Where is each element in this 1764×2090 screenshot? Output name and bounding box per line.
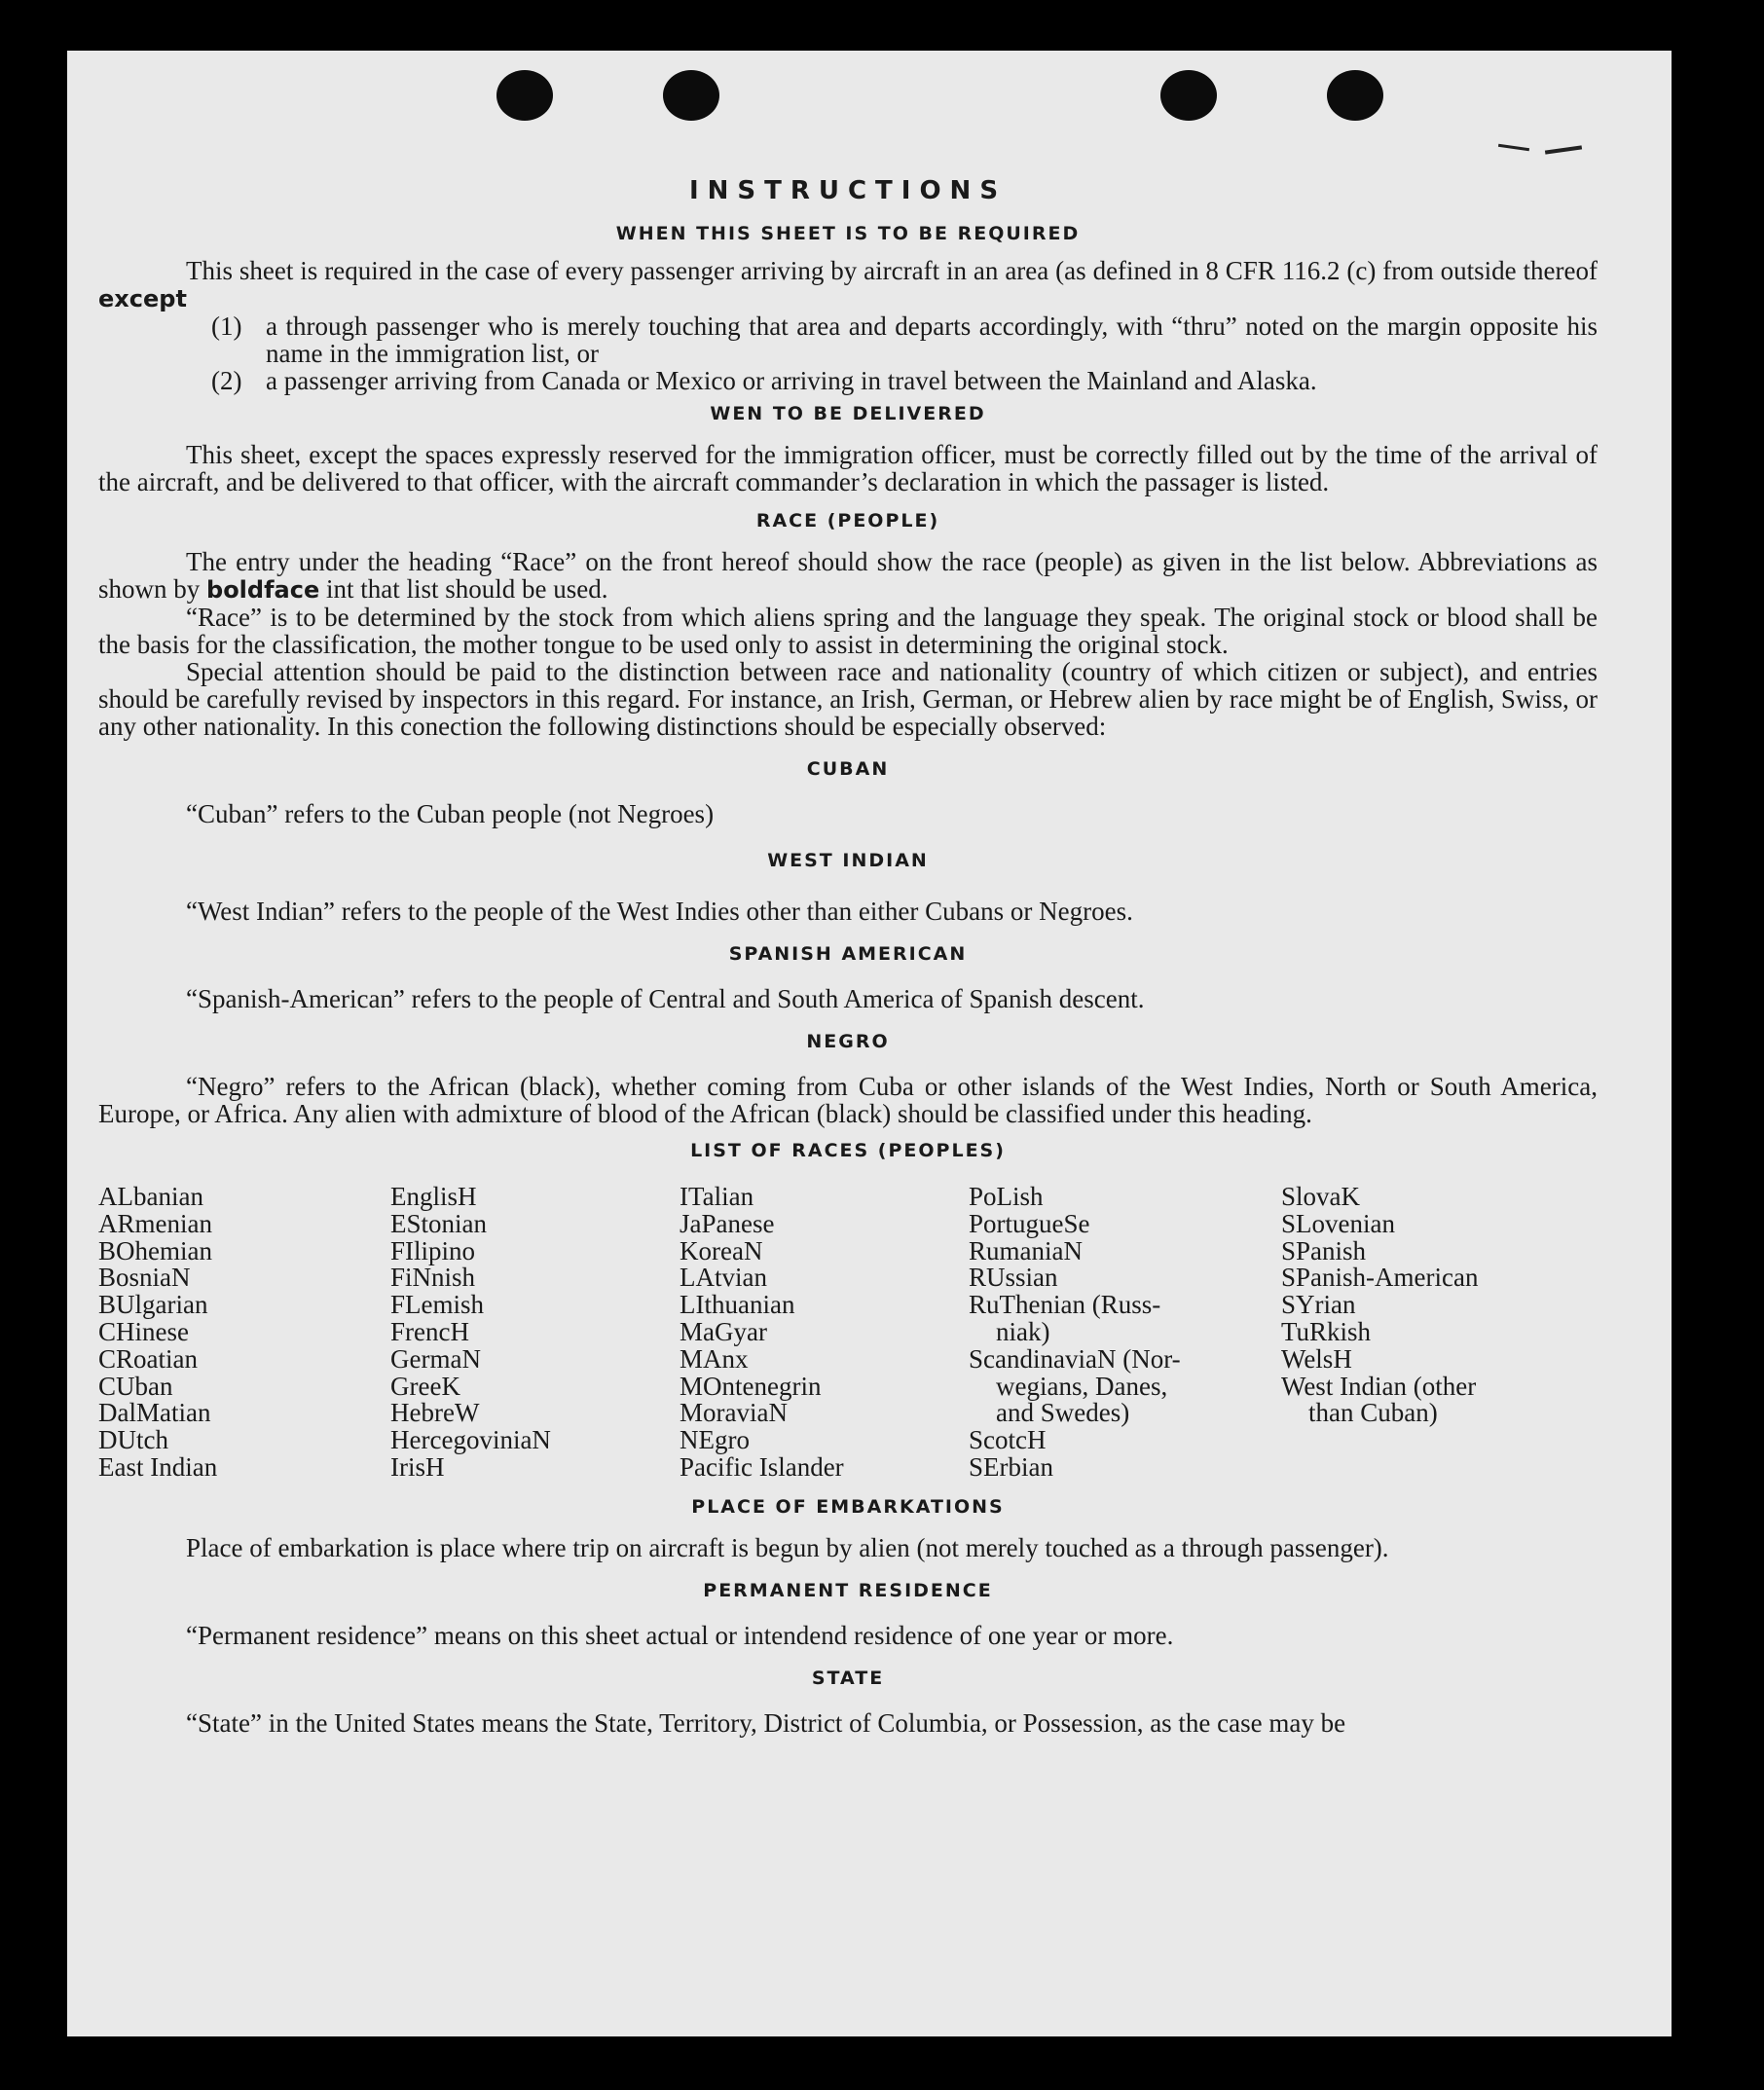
paragraph: “Cuban” refers to the Cuban people (not Negroes): [186, 799, 715, 828]
ink-mark: [1545, 145, 1582, 154]
race-item: HercegoviniaN: [390, 1425, 551, 1455]
section-heading: NEGRO: [806, 1031, 890, 1052]
paragraph: “West Indian” refers to the people of the West Indies other than either Cubans or Negroes.: [186, 897, 1133, 926]
race-item: BOhemian: [98, 1235, 212, 1265]
section-heading: PERMANENT RESIDENCE: [703, 1579, 993, 1601]
race-item: KoreaN: [680, 1235, 763, 1265]
race-item: SPanish-American: [1281, 1263, 1479, 1293]
paragraph: “Race” is to be determined by the stock from which aliens spring and the language they speak. The original stock or blood shall be the basis for the classification, the mother tongue to be used only to assist in determining the original stock.: [98, 603, 1598, 659]
page-title: INSTRUCTIONS: [688, 176, 1008, 205]
bold-term: boldface: [206, 576, 320, 604]
race-item: FrencH: [390, 1316, 469, 1346]
race-item: FIlipino: [390, 1235, 476, 1265]
race-item: SErbian: [969, 1451, 1053, 1482]
section-heading: LIST OF RACES (PEOPLES): [690, 1140, 1006, 1161]
race-item: PoLish: [969, 1182, 1044, 1211]
race-column: [390, 1184, 680, 1482]
race-item: SPanish: [1281, 1235, 1367, 1265]
paragraph: “Spanish-American” refers to the people of Central and South America of Spanish descent.: [186, 984, 1145, 1013]
race-item: ALbanian: [98, 1182, 203, 1211]
race-item: wegians, Danes,: [996, 1371, 1168, 1401]
race-item: LIthuanian: [680, 1290, 795, 1320]
race-item: DalMatian: [98, 1398, 211, 1428]
section-heading: WHEN THIS SHEET IS TO BE REQUIRED: [615, 223, 1081, 244]
race-item: than Cuban): [1308, 1398, 1438, 1428]
race-column: [680, 1184, 969, 1482]
race-item: ITalian: [680, 1182, 754, 1211]
race-item: BUlgarian: [98, 1290, 208, 1320]
race-item: LAtvian: [680, 1263, 767, 1293]
race-item: niak): [996, 1316, 1050, 1346]
race-item: Pacific Islander: [680, 1451, 844, 1482]
paragraph: Special attention should be paid to the distinction between race and nationality (country of which citizen or subject), and entries should be carefully revised by inspectors in this regard. For instance, an Irish, German, or Hebrew alien by race might be of English, Swiss, or any other nationality. In this conection the following distinctions should be especially observed:: [98, 657, 1598, 741]
race-item: ScandinaviaN (Nor-: [969, 1343, 1181, 1374]
race-item: HebreW: [390, 1398, 480, 1428]
paragraph: This sheet, except the spaces expressly reserved for the immigration officer, must be correctly filled out by the time of the arrival of the aircraft, and be delivered to that officer, with the aircraft commander’s declaration in which the passager is listed.: [98, 440, 1598, 496]
punch-hole: [1327, 70, 1383, 121]
race-item: RuThenian (Russ-: [969, 1290, 1161, 1320]
race-item: and Swedes): [996, 1398, 1130, 1428]
race-item: FLemish: [390, 1290, 485, 1320]
punch-hole: [1160, 70, 1217, 121]
race-item: West Indian (other: [1281, 1371, 1477, 1401]
section-heading: WEST INDIAN: [767, 850, 929, 871]
race-item: GermaN: [390, 1343, 481, 1374]
paragraph: “Permanent residence” means on this sheet actual or intendend residence of one year or more.: [186, 1620, 1174, 1650]
race-item: RumaniaN: [969, 1235, 1083, 1265]
race-item: EStonian: [390, 1208, 487, 1238]
race-item: PortugueSe: [969, 1208, 1090, 1238]
paragraph: This sheet is required in the case of every passenger arriving by aircraft in an area (as defined in 8 CFR 116.2 (c) from outside thereof except: [98, 256, 1598, 312]
race-item: East Indian: [98, 1451, 218, 1482]
section-heading: PLACE OF EMBARKATIONS: [691, 1495, 1005, 1518]
document-page: [67, 51, 1672, 2036]
race-item: TuRkish: [1281, 1316, 1372, 1346]
race-column: [98, 1184, 390, 1482]
race-item: MAnx: [680, 1343, 749, 1374]
race-item: RUssian: [969, 1263, 1058, 1293]
section-heading: WEN TO BE DELIVERED: [710, 403, 986, 424]
section-heading: CUBAN: [806, 758, 890, 780]
paragraph: Place of embarkation is place where trip on aircraft is begun by alien (not merely touched as a through passenger).: [186, 1532, 1389, 1562]
race-item: MOntenegrin: [680, 1371, 822, 1401]
race-column: [1281, 1184, 1573, 1482]
race-item: FiNnish: [390, 1263, 476, 1293]
race-item: CHinese: [98, 1316, 189, 1346]
race-item: CRoatian: [98, 1343, 198, 1374]
punch-hole: [663, 70, 719, 121]
race-item: SLovenian: [1281, 1208, 1395, 1238]
paragraph: “Negro” refers to the African (black), whether coming from Cuba or other islands of the West Indies, North or South America, Europe, or Africa. Any alien with admixture of blood of the African (black) should be classified under this heading.: [98, 1072, 1598, 1128]
section-heading: STATE: [811, 1667, 885, 1689]
race-column: [969, 1184, 1281, 1482]
list-item: (1) a through passenger who is merely touching that area and departs accordingly, with “thru” noted on the margin opposite his name in the immigration list, or: [211, 312, 1598, 368]
race-item: SYrian: [1281, 1290, 1356, 1320]
race-item: SlovaK: [1281, 1182, 1360, 1211]
section-heading: SPANISH AMERICAN: [728, 943, 968, 965]
race-item: NEgro: [680, 1425, 750, 1455]
section-heading: RACE (PEOPLE): [755, 510, 940, 532]
race-item: MaGyar: [680, 1316, 767, 1346]
race-item: ScotcH: [969, 1425, 1047, 1455]
bold-term: except: [98, 285, 187, 312]
punch-hole: [496, 70, 553, 121]
race-item: DUtch: [98, 1425, 168, 1455]
race-item: MoraviaN: [680, 1398, 788, 1428]
race-item: EnglisH: [390, 1182, 477, 1211]
race-item: IrisH: [390, 1451, 445, 1482]
race-item: WelsH: [1281, 1343, 1352, 1374]
paragraph: The entry under the heading “Race” on the front hereof should show the race (people) as given in the list below. Abbreviations as shown by boldface int that list should be used.: [98, 547, 1598, 604]
instructions-content: [98, 177, 1598, 1737]
race-list: [98, 1184, 1598, 1482]
race-item: BosniaN: [98, 1263, 191, 1293]
race-item: JaPanese: [680, 1208, 775, 1238]
ink-mark: [1498, 144, 1529, 151]
list-item: (2) a passenger arriving from Canada or Mexico or arriving in travel between the Mainland and Alaska.: [211, 366, 1317, 395]
paragraph: “State” in the United States means the State, Territory, District of Columbia, or Possession, as the case may be: [186, 1707, 1346, 1738]
race-item: CUban: [98, 1371, 173, 1401]
race-item: GreeK: [390, 1371, 460, 1401]
race-item: ARmenian: [98, 1208, 212, 1238]
